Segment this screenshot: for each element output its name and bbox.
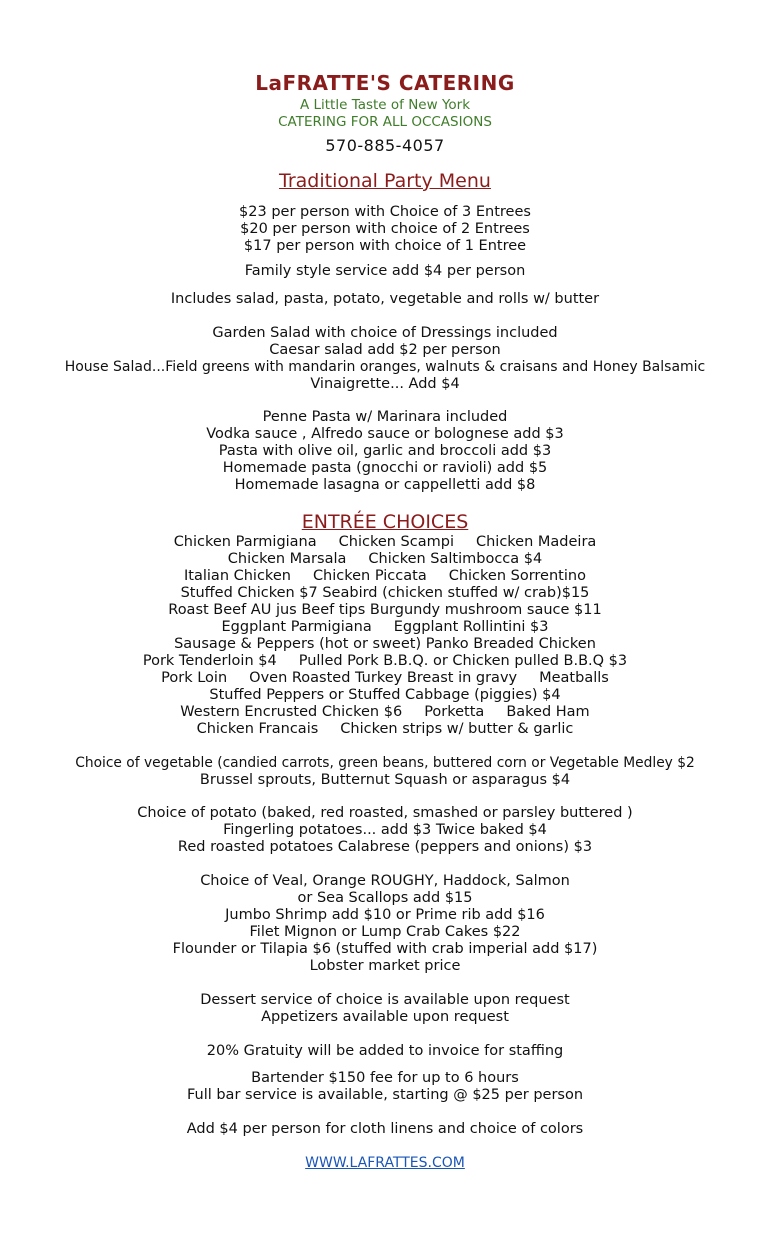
entree-item: Chicken strips w/ butter & garlic: [340, 721, 574, 737]
potato-options: [0, 805, 770, 856]
entree-item: Pork Loin: [161, 670, 228, 686]
premium-options: [0, 873, 770, 975]
brand-name: LaFRATTE'S CATERING: [255, 71, 515, 95]
entree-item: Western Encrusted Chicken $6: [180, 704, 403, 720]
salad-line: House Salad...Field greens with mandarin oranges, walnuts & craisans and Honey Balsamic: [64, 359, 706, 375]
salad-options: [0, 325, 770, 393]
entree-item: Pulled Pork B.B.Q. or Chicken pulled B.B.Q $3: [298, 653, 628, 669]
subtitle: CATERING FOR ALL OCCASIONS: [278, 114, 492, 130]
entree-row: [0, 653, 770, 670]
entree-row: [0, 704, 770, 721]
entree-title: ENTRÉE CHOICES: [301, 511, 469, 533]
entree-item: Chicken Marsala: [227, 551, 347, 567]
gratuity-note: 20% Gratuity will be added to invoice for staffing: [206, 1043, 564, 1059]
bar-line: Full bar service is available, starting @ $25 per person: [186, 1087, 584, 1103]
pasta-line: Homemade lasagna or cappelletti add $8: [234, 477, 536, 493]
pasta-line: Pasta with olive oil, garlic and broccoli add $3: [218, 443, 552, 459]
premium-line: Flounder or Tilapia $6 (stuffed with crab imperial add $17): [172, 941, 598, 957]
entree-item: Chicken Sorrentino: [448, 568, 586, 584]
entree-row: [0, 721, 770, 738]
pricing-line: $23 per person with Choice of 3 Entrees: [239, 204, 531, 220]
entree-item: Baked Ham: [506, 704, 590, 720]
entree-list: [0, 534, 770, 738]
entree-item: Stuffed Peppers or Stuffed Cabbage (piggies) $4: [209, 687, 561, 703]
vegetable-line: Brussel sprouts, Butternut Squash or asparagus $4: [199, 772, 571, 788]
linens-note: Add $4 per person for cloth linens and choice of colors: [186, 1121, 584, 1137]
entree-item: Chicken Parmigiana: [173, 534, 317, 550]
entree-item: Italian Chicken: [184, 568, 291, 584]
premium-line: Filet Mignon or Lump Crab Cakes $22: [249, 924, 521, 940]
entree-item: Roast Beef AU jus Beef tips Burgundy mushroom sauce $11: [168, 602, 602, 618]
family-style-note: Family style service add $4 per person: [244, 263, 526, 279]
entree-item: Chicken Saltimbocca $4: [368, 551, 543, 567]
premium-line: Choice of Veal, Orange ROUGHY, Haddock, Salmon: [200, 873, 570, 889]
tagline: A Little Taste of New York: [299, 97, 471, 113]
salad-line: Caesar salad add $2 per person: [269, 342, 501, 358]
salad-line: Vinaigrette... Add $4: [310, 376, 460, 392]
pasta-line: Vodka sauce , Alfredo sauce or bolognese add $3: [206, 426, 564, 442]
entree-item: Chicken Scampi: [338, 534, 454, 550]
premium-line: Lobster market price: [309, 958, 461, 974]
premium-line: or Sea Scallops add $15: [297, 890, 473, 906]
vegetable-line: Choice of vegetable (candied carrots, green beans, buttered corn or Vegetable Medley $2: [75, 755, 695, 771]
entree-item: Stuffed Chicken $7 Seabird (chicken stuffed w/ crab)$15: [180, 585, 590, 601]
includes-note: Includes salad, pasta, potato, vegetable and rolls w/ butter: [170, 291, 600, 307]
pasta-line: Penne Pasta w/ Marinara included: [262, 409, 508, 425]
potato-line: Choice of potato (baked, red roasted, smashed or parsley buttered ): [137, 805, 633, 821]
phone-number: 570-885-4057: [325, 136, 445, 155]
entree-row: [0, 534, 770, 551]
entree-item: Meatballs: [539, 670, 609, 686]
entree-row: [0, 636, 770, 653]
pasta-line: Homemade pasta (gnocchi or ravioli) add $5: [222, 460, 548, 476]
pricing-list: [0, 204, 770, 255]
potato-line: Red roasted potatoes Calabrese (peppers and onions) $3: [177, 839, 593, 855]
entree-row: [0, 551, 770, 568]
entree-item: Chicken Piccata: [312, 568, 427, 584]
bar-service: [0, 1070, 770, 1104]
potato-line: Fingerling potatoes... add $3 Twice baked $4: [223, 822, 547, 838]
pricing-line: $17 per person with choice of 1 Entree: [243, 238, 527, 254]
entree-row: [0, 585, 770, 602]
pricing-line: $20 per person with choice of 2 Entrees: [240, 221, 530, 237]
premium-line: Jumbo Shrimp add $10 or Prime rib add $16: [225, 907, 545, 923]
entree-item: Chicken Francais: [196, 721, 319, 737]
entree-row: [0, 602, 770, 619]
entree-item: Chicken Madeira: [475, 534, 597, 550]
entree-item: Porketta: [424, 704, 485, 720]
extras-line: Appetizers available upon request: [261, 1009, 509, 1025]
pasta-options: [0, 409, 770, 494]
entree-item: Eggplant Parmigiana: [221, 619, 372, 635]
entree-item: Eggplant Rollintini $3: [393, 619, 549, 635]
entree-row: [0, 568, 770, 585]
entree-row: [0, 687, 770, 704]
menu-title: Traditional Party Menu: [279, 170, 491, 192]
entree-item: Sausage & Peppers (hot or sweet) Panko Breaded Chicken: [174, 636, 596, 652]
extras-notes: [0, 992, 770, 1026]
extras-line: Dessert service of choice is available upon request: [200, 992, 570, 1008]
salad-line: Garden Salad with choice of Dressings included: [212, 325, 558, 341]
entree-item: Oven Roasted Turkey Breast in gravy: [249, 670, 518, 686]
website-link[interactable]: WWW.LAFRATTES.COM: [305, 1155, 465, 1171]
vegetable-options: [0, 755, 770, 789]
bar-line: Bartender $150 fee for up to 6 hours: [251, 1070, 519, 1086]
entree-item: Pork Tenderloin $4: [142, 653, 277, 669]
entree-row: [0, 619, 770, 636]
entree-row: [0, 670, 770, 687]
